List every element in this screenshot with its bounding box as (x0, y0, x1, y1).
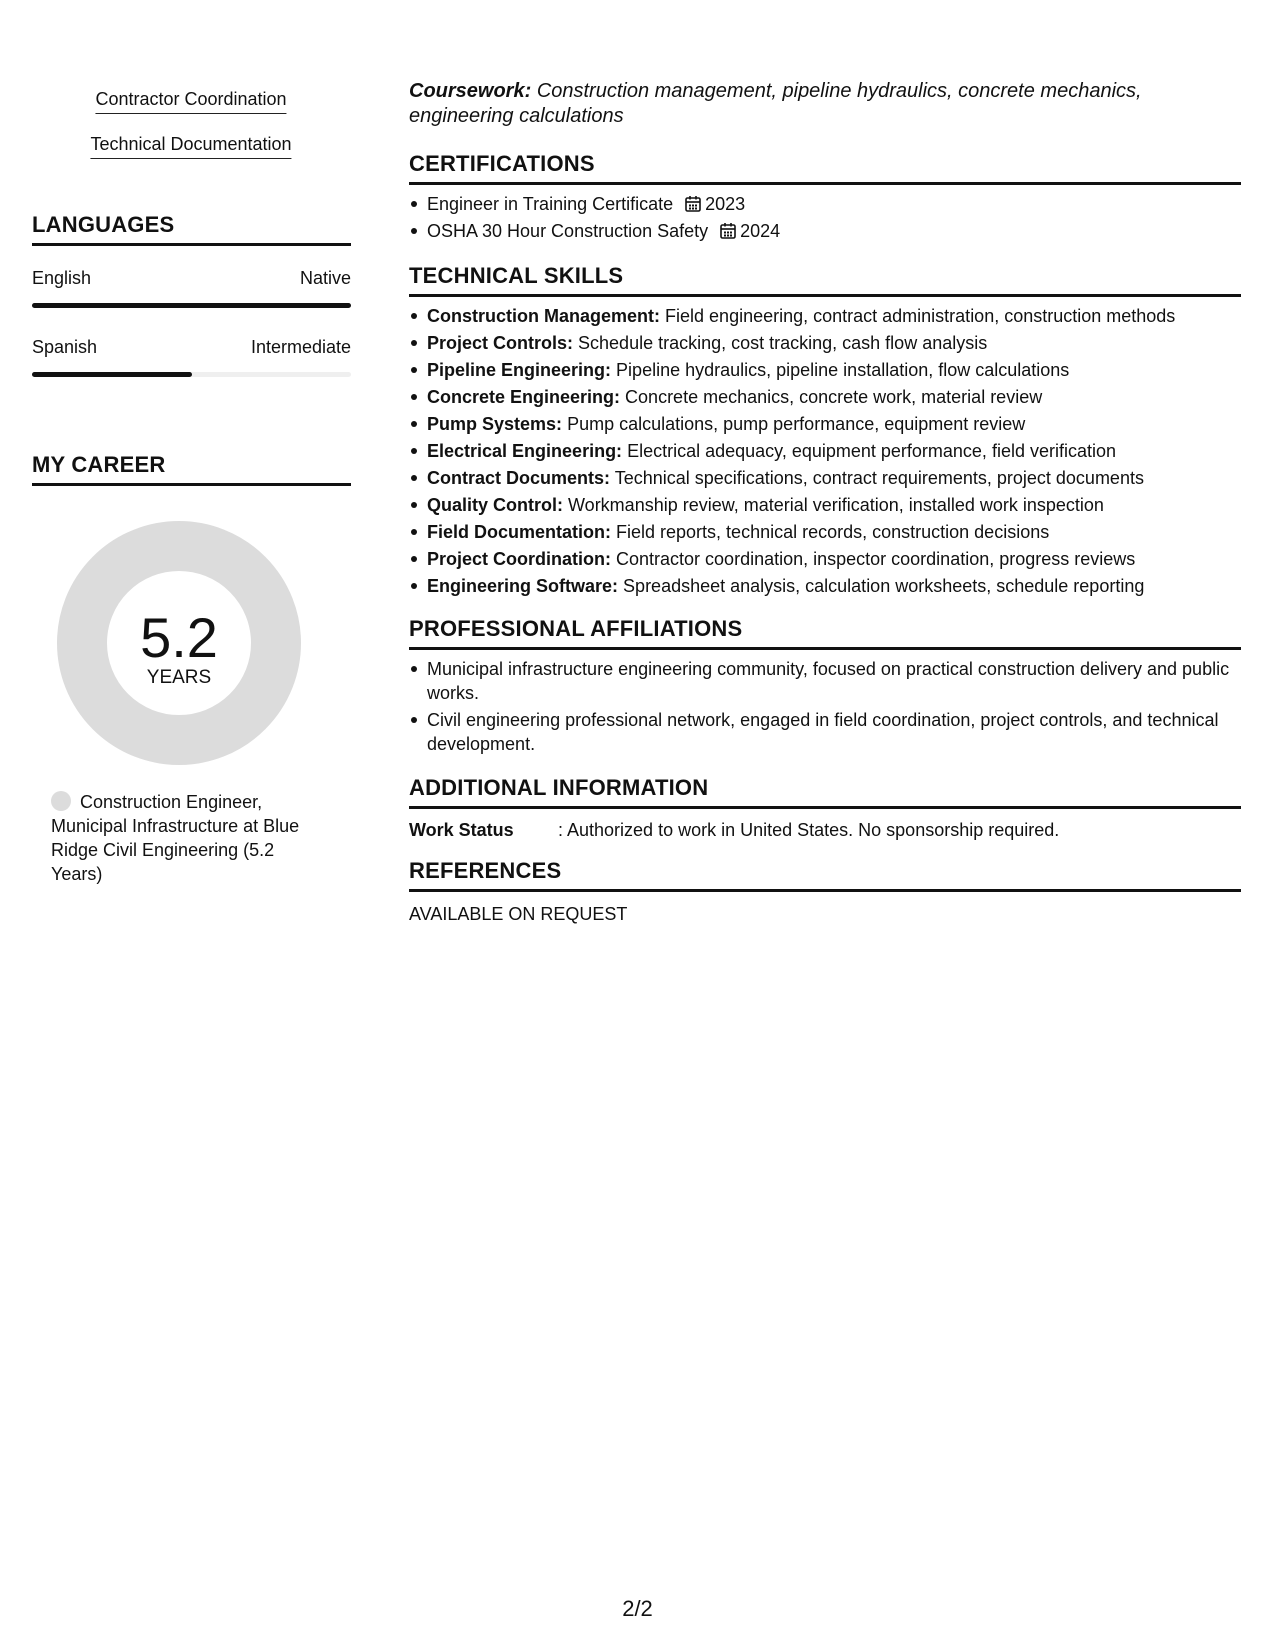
skill-text: Concrete mechanics, concrete work, material review (625, 387, 1043, 407)
skill-tag: Contractor Coordination (95, 88, 286, 114)
language-proficiency-fill (32, 303, 351, 308)
skill-label: Quality Control: (427, 495, 563, 515)
list-item (409, 219, 1241, 243)
skill-text: Pump calculations, pump performance, equipment review (567, 414, 1026, 434)
coursework-label: Coursework: (409, 80, 532, 102)
language-name: English (32, 268, 92, 288)
skill-label: Construction Management: (427, 306, 661, 326)
skill-text: Technical specifications, contract requirements, project documents (614, 468, 1144, 488)
skill-text: Field reports, technical records, construction decisions (616, 522, 1050, 542)
list-item (409, 192, 1241, 216)
career-legend (51, 790, 321, 886)
list-item (409, 385, 1241, 409)
work-status-value: : Authorized to work in United States. No sponsorship required. (558, 820, 1060, 840)
list-item (409, 331, 1241, 355)
list-item (409, 439, 1241, 463)
affiliations-heading: PROFESSIONAL AFFILIATIONS (409, 616, 1241, 650)
skill-label: Pipeline Engineering: (427, 360, 612, 380)
language-name: Spanish (32, 337, 98, 357)
list-item: Civil engineering professional network, engaged in field coordination, project controls, and technical development. (409, 708, 1241, 756)
certification-year: 2023 (705, 194, 746, 214)
calendar-icon (720, 222, 736, 239)
career-years-value: 5.2 (140, 606, 218, 669)
coursework-text: Construction management, pipeline hydraulics, concrete mechanics, engineering calculations (409, 80, 1142, 127)
page-number: 2/2 (622, 1596, 653, 1621)
skill-label: Concrete Engineering: (427, 387, 621, 407)
list-item (409, 304, 1241, 328)
references-text: AVAILABLE ON REQUEST (409, 904, 628, 924)
skill-label: Electrical Engineering: (427, 441, 623, 461)
list-item (409, 520, 1241, 544)
certification-name: OSHA 30 Hour Construction Safety (427, 221, 709, 241)
career-heading: MY CAREER (32, 452, 351, 486)
skill-label: Field Documentation: (427, 522, 611, 542)
skill-text: Electrical adequacy, equipment performance, field verification (627, 441, 1116, 461)
language-proficiency-bar (32, 303, 351, 308)
skill-text: Spreadsheet analysis, calculation worksheets, schedule reporting (623, 576, 1145, 596)
certification-year: 2024 (740, 221, 781, 241)
career-donut-chart (57, 521, 301, 765)
list-item (409, 574, 1241, 598)
languages-heading: LANGUAGES (32, 212, 351, 246)
language-level: Intermediate (250, 337, 351, 357)
language-level: Native (299, 268, 351, 288)
additional-information-heading: ADDITIONAL INFORMATION (409, 775, 1241, 809)
skill-text: Workmanship review, material verification, installed work inspection (568, 495, 1104, 515)
certification-name: Engineer in Training Certificate (427, 194, 674, 214)
certifications-heading: CERTIFICATIONS (409, 151, 1241, 185)
list-item (409, 493, 1241, 517)
career-entry-label: Construction Engineer, Municipal Infrastructure at Blue Ridge Civil Engineering (5.2 Years) (51, 792, 300, 884)
affiliations-list (409, 657, 1241, 759)
skill-tag: Technical Documentation (90, 133, 291, 159)
list-item (409, 547, 1241, 571)
skill-text: Field engineering, contract administration, construction methods (665, 306, 1176, 326)
skill-text: Pipeline hydraulics, pipeline installation, flow calculations (616, 360, 1070, 380)
legend-dot (51, 791, 71, 811)
skill-text: Contractor coordination, inspector coordination, progress reviews (616, 549, 1136, 569)
coursework (409, 79, 1241, 129)
skill-label: Project Controls: (427, 333, 574, 353)
skill-label: Engineering Software: (427, 576, 619, 596)
skill-label: Project Coordination: (427, 549, 611, 569)
skill-label: Contract Documents: (427, 468, 611, 488)
career-years-unit: YEARS (146, 667, 212, 688)
list-item (409, 412, 1241, 436)
skill-text: Schedule tracking, cost tracking, cash flow analysis (578, 333, 988, 353)
calendar-icon (685, 195, 701, 212)
language-proficiency-bar (32, 372, 351, 377)
work-status-label: Work Status (409, 820, 514, 840)
certifications-list (409, 192, 1241, 246)
language-proficiency-fill (32, 372, 192, 377)
list-item (409, 466, 1241, 490)
list-item (409, 358, 1241, 382)
technical-skills-list (409, 304, 1241, 601)
references-heading: REFERENCES (409, 858, 1241, 892)
technical-skills-heading: TECHNICAL SKILLS (409, 263, 1241, 297)
list-item: Municipal infrastructure engineering community, focused on practical construction delivery and public works. (409, 657, 1241, 705)
skill-label: Pump Systems: (427, 414, 563, 434)
